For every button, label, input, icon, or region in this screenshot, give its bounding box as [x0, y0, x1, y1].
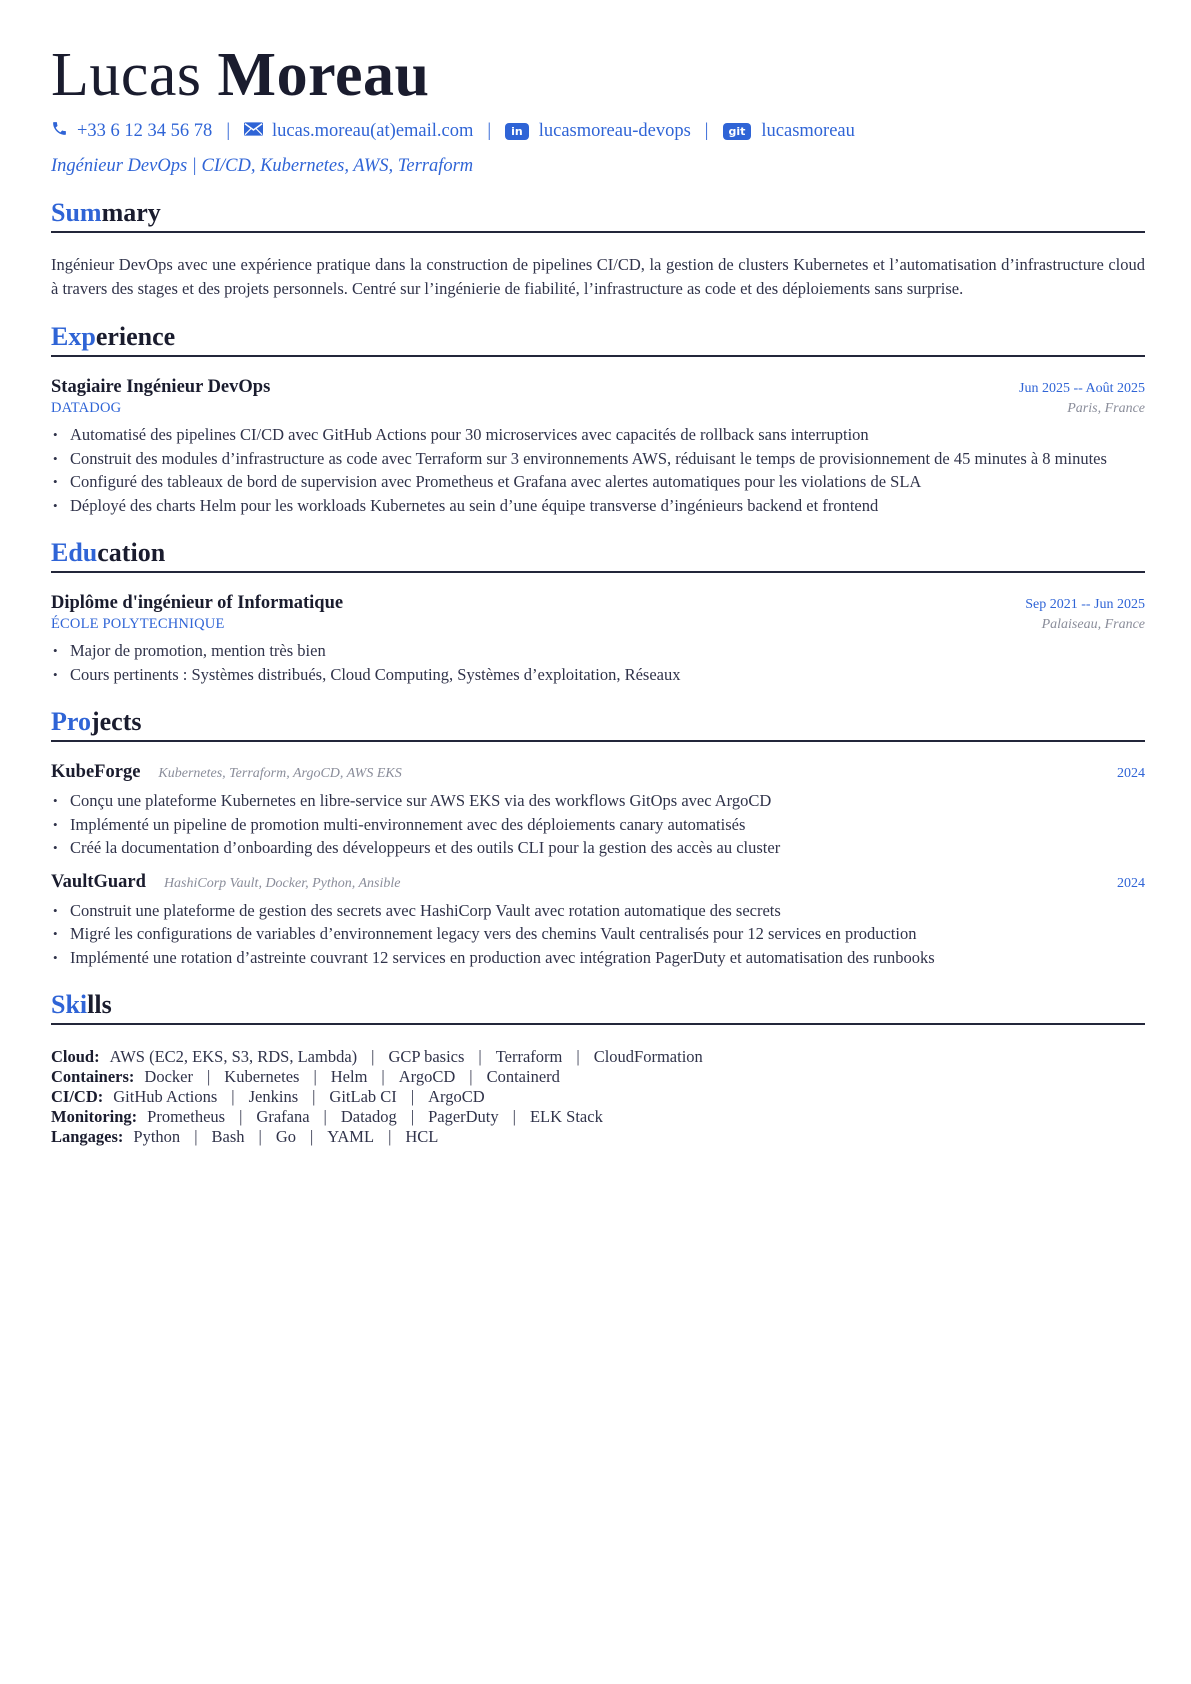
mail-icon: [244, 121, 263, 142]
job-title: Stagiaire Ingénieur DevOps: [51, 377, 271, 397]
job-bullets: [51, 423, 1145, 517]
skill-separator: |: [478, 1047, 482, 1066]
school-location: Palaiseau, France: [1041, 617, 1145, 632]
project-tech: Kubernetes, Terraform, ArgoCD, AWS EKS: [158, 766, 402, 781]
phone-icon: [51, 120, 68, 143]
section-title-accent: Sum: [51, 198, 102, 227]
skill-separator: |: [381, 1067, 385, 1086]
skill-item: Python: [133, 1127, 181, 1146]
skill-separator: |: [312, 1087, 316, 1106]
school-name: ÉCOLE POLYTECHNIQUE: [51, 616, 225, 632]
skill-item: Docker: [144, 1067, 193, 1086]
contact-linkedin[interactable]: [505, 121, 691, 142]
skill-item: YAML: [327, 1127, 375, 1146]
contact-separator: |: [704, 120, 709, 141]
skills-list: [51, 1047, 1145, 1147]
skill-separator: |: [388, 1127, 392, 1146]
section-title-rest: erience: [95, 322, 176, 351]
list-item: • Déployé des charts Helm pour les workloads Kubernetes au sein d’une équipe transverse d’ingénieurs backend et frontend: [51, 494, 1145, 518]
project-year: 2024: [1117, 875, 1145, 891]
skill-separator: |: [313, 1067, 317, 1086]
list-item: • Conçu une plateforme Kubernetes en libre-service sur AWS EKS via des workflows GitOps avec ArgoCD: [51, 789, 1145, 813]
skill-row: [51, 1067, 1145, 1087]
linkedin-icon: in: [505, 123, 529, 140]
list-item: • Créé la documentation d’onboarding des développeurs et des outils CLI pour la gestion des accès au cluster: [51, 836, 1145, 860]
skill-row: [51, 1047, 1145, 1067]
github-handle: lucasmoreau: [761, 120, 855, 141]
experience-entry: [51, 377, 1145, 517]
contact-bar: [51, 118, 1145, 144]
resume-page: [51, 40, 1145, 1147]
list-item: • Major de promotion, mention très bien: [51, 639, 1145, 663]
skill-separator: |: [469, 1067, 473, 1086]
company-name: DATADOG: [51, 400, 122, 416]
first-name: Lucas: [51, 41, 202, 109]
skill-row: [51, 1107, 1145, 1127]
skill-row: [51, 1127, 1145, 1147]
list-item: • Construit une plateforme de gestion des secrets avec HashiCorp Vault avec rotation automatique des secrets: [51, 899, 1145, 923]
project-name: VaultGuard: [51, 871, 146, 892]
section-title-summary: [51, 197, 1145, 233]
skill-separator: |: [206, 1067, 211, 1086]
list-item: • Construit des modules d’infrastructure as code avec Terraform sur 3 environnements AWS, réduisant le temps de provisionnement de 45 minutes à 8 minutes: [51, 447, 1145, 471]
skill-item: Datadog: [340, 1107, 397, 1126]
section-title-accent: Pro: [51, 707, 91, 736]
contact-separator: |: [487, 120, 492, 141]
skill-item: CloudFormation: [593, 1047, 703, 1066]
skill-category: Monitoring:: [51, 1107, 138, 1126]
skill-item: GCP basics: [388, 1047, 465, 1066]
list-item: • Configuré des tableaux de bord de supervision avec Prometheus et Grafana avec alertes automatiques pour les violations de SLA: [51, 470, 1145, 494]
skill-item: Containerd: [486, 1067, 560, 1086]
section-title-education: [51, 537, 1145, 573]
list-item: • Migré les configurations de variables d’environnement legacy vers des chemins Vault centralisés pour 12 services en production: [51, 922, 1145, 946]
degree-title: Diplôme d'ingénieur of Informatique: [51, 593, 344, 613]
skill-separator: |: [323, 1107, 327, 1126]
section-title-rest: lls: [87, 990, 112, 1019]
skill-separator: |: [258, 1127, 262, 1146]
list-item: • Implémenté un pipeline de promotion multi-environnement avec des déploiements canary automatisés: [51, 813, 1145, 837]
skill-separator: |: [239, 1107, 243, 1126]
list-item: • Cours pertinents : Systèmes distribués, Cloud Computing, Systèmes d’exploitation, Réseaux: [51, 663, 1145, 687]
skill-separator: |: [309, 1127, 314, 1146]
summary-text: Ingénieur DevOps avec une expérience pratique dans la construction de pipelines CI/CD, la gestion de clusters Kubernetes et l’automatisation d’infrastructure cloud à travers des stages et des projets personnels. Centré sur l’ingénierie de fiabilité, l’infrastructure as code et des déploiements sans surprise.: [51, 255, 1145, 298]
skill-item: PagerDuty: [428, 1107, 499, 1126]
linkedin-handle: lucasmoreau-devops: [538, 120, 691, 141]
skill-item: ArgoCD: [398, 1067, 456, 1086]
skill-separator: |: [231, 1087, 235, 1106]
project-tech: HashiCorp Vault, Docker, Python, Ansible: [163, 875, 401, 891]
skill-item: Prometheus: [147, 1107, 226, 1126]
contact-email[interactable]: [244, 121, 473, 142]
skill-item: AWS (EC2, EKS, S3, RDS, Lambda): [109, 1047, 358, 1066]
skill-item: GitLab CI: [329, 1087, 397, 1106]
email-address: lucas.moreau(at)email.com: [272, 120, 474, 141]
skill-separator: |: [410, 1087, 415, 1106]
education-entry: [51, 593, 1145, 686]
skill-item: Go: [275, 1127, 296, 1146]
candidate-name: [51, 40, 1145, 110]
headline-tagline: Ingénieur DevOps | CI/CD, Kubernetes, AWS, Terraform: [51, 156, 474, 176]
contact-github[interactable]: [723, 121, 855, 142]
contact-separator: |: [226, 120, 231, 141]
section-title-accent: Exp: [51, 322, 96, 351]
skill-category: Containers:: [51, 1067, 135, 1086]
skill-item: Terraform: [495, 1047, 563, 1066]
section-title-projects: [51, 706, 1145, 742]
project-name: KubeForge: [51, 762, 141, 782]
skill-row: [51, 1087, 1145, 1107]
skill-item: Bash: [211, 1127, 245, 1146]
list-item: • Implémenté une rotation d’astreinte couvrant 12 services en production avec intégration PagerDuty et automatisation des runbooks: [51, 946, 1145, 970]
skill-item: Grafana: [256, 1107, 310, 1126]
project-entry: [51, 872, 1145, 970]
job-dates: Jun 2025 -- Août 2025: [1019, 381, 1145, 396]
skill-category: Langages:: [51, 1127, 124, 1146]
skill-category: Cloud:: [51, 1047, 100, 1066]
phone-number: +33 6 12 34 56 78: [77, 120, 213, 141]
education-bullets: [51, 639, 1145, 686]
skill-item: HCL: [405, 1127, 439, 1146]
project-year: 2024: [1117, 766, 1145, 781]
education-dates: Sep 2021 -- Jun 2025: [1025, 597, 1145, 612]
section-title-experience: [51, 321, 1145, 357]
list-item: • Automatisé des pipelines CI/CD avec GitHub Actions pour 30 microservices avec capacités de rollback sans interruption: [51, 423, 1145, 447]
contact-phone[interactable]: [51, 120, 212, 143]
project-bullets: [51, 789, 1145, 860]
section-title-rest: cation: [97, 538, 166, 567]
skill-item: ELK Stack: [529, 1107, 603, 1126]
section-title-skills: [51, 989, 1145, 1025]
last-name: Moreau: [217, 41, 430, 109]
skill-category: CI/CD:: [51, 1087, 104, 1106]
skill-item: Helm: [330, 1067, 368, 1086]
skill-separator: |: [410, 1107, 415, 1126]
skill-separator: |: [371, 1047, 375, 1066]
section-title-rest: jects: [90, 707, 142, 736]
skill-item: GitHub Actions: [113, 1087, 218, 1106]
skill-item: Kubernetes: [224, 1067, 300, 1086]
git-icon: git: [723, 123, 752, 140]
project-entry: [51, 762, 1145, 860]
skill-item: ArgoCD: [428, 1087, 485, 1106]
skill-item: Jenkins: [248, 1087, 299, 1106]
job-location: Paris, France: [1067, 401, 1145, 416]
skill-separator: |: [512, 1107, 516, 1126]
section-title-accent: Ski: [51, 990, 88, 1019]
skill-separator: |: [194, 1127, 198, 1146]
section-title-rest: mary: [101, 198, 161, 227]
project-bullets: [51, 899, 1145, 970]
skill-separator: |: [576, 1047, 580, 1066]
section-title-accent: Edu: [51, 538, 98, 567]
